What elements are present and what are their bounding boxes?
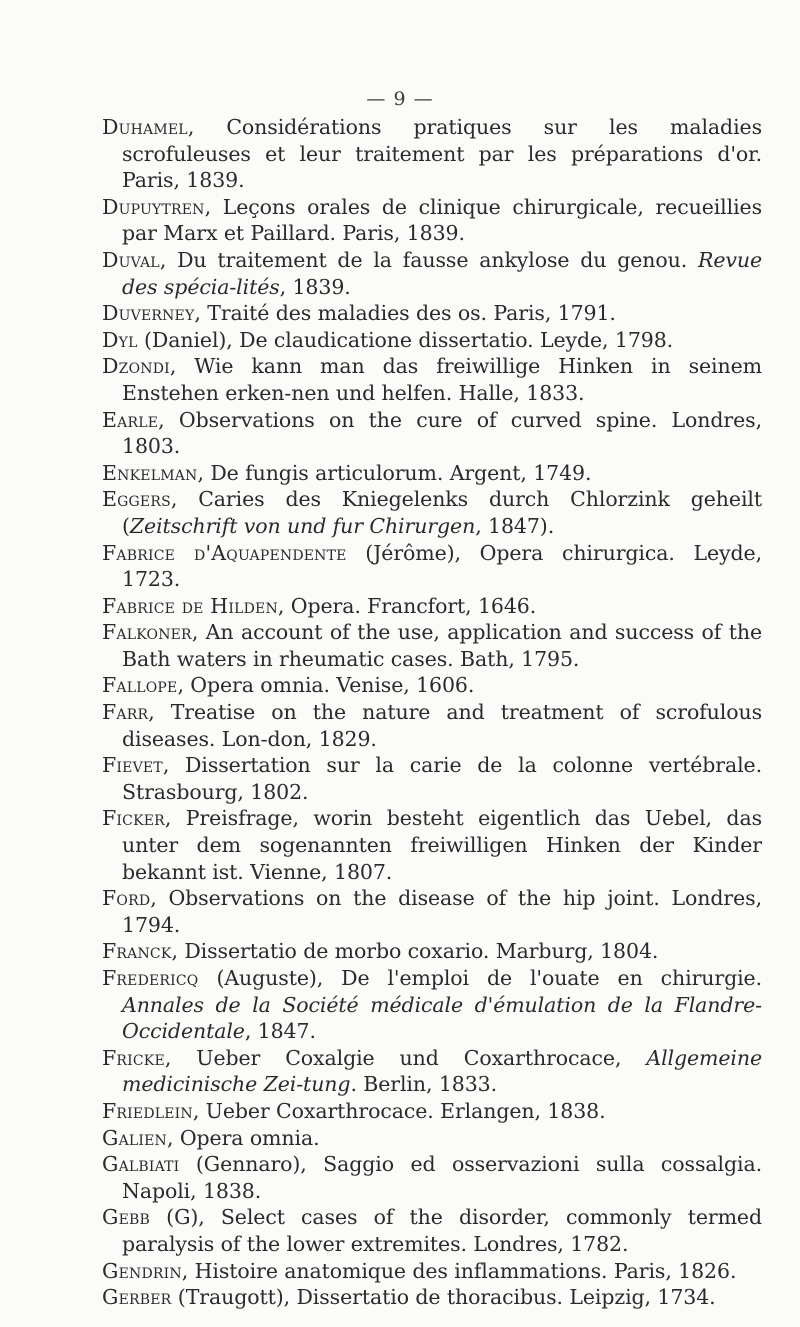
entry-text: (G), Select cases of the disorder, commonly termed paralysis of the lower extremites. Londres, 1782. xyxy=(122,1205,762,1256)
entry-text: , Wie kann man das freiwillige Hinken in seinem Enstehen erken-nen und helfen. Halle, 1833. xyxy=(122,354,762,405)
entry-text: , Leçons orales de clinique chirurgicale, recueillies par Marx et Paillard. Paris, 1839. xyxy=(122,194,762,246)
entry-author: Earle xyxy=(102,407,159,432)
entry-text: , Opera omnia. Venise, 1606. xyxy=(177,673,475,698)
entry-suffix: , 1839. xyxy=(279,274,351,299)
entry-text: , Caries des Kniegelenks durch Chlorzink geheilt ( xyxy=(122,487,762,538)
entry-text: , Ueber Coxarthrocace. Erlangen, 1838. xyxy=(192,1098,606,1123)
entry-author: Duhamel xyxy=(102,115,188,139)
bibliography-entry xyxy=(102,885,762,938)
entry-author: Duval xyxy=(102,247,160,272)
bibliography-entry xyxy=(102,486,762,539)
bibliography-entry xyxy=(102,300,762,327)
entry-suffix: . Berlin, 1833. xyxy=(350,1072,498,1097)
entry-author: Fabrice de Hilden xyxy=(102,593,278,618)
bibliography-entry xyxy=(102,699,762,752)
entry-author: Gerber xyxy=(102,1285,172,1310)
entry-text: (Daniel), De claudicatione dissertatio. Leyde, 1798. xyxy=(137,327,674,352)
entry-author: Dupuytren xyxy=(102,194,205,219)
bibliography-entry xyxy=(102,1045,762,1098)
bibliography-entry xyxy=(102,752,762,805)
entry-author: Fallope xyxy=(102,673,178,698)
entry-author: Dzondi xyxy=(102,354,170,379)
entry-suffix: , 1847). xyxy=(475,513,555,538)
bibliography-entry xyxy=(102,619,762,672)
bibliography-entry xyxy=(102,593,762,620)
bibliography-entry xyxy=(102,1258,762,1285)
entry-text: , Du traitement de la fausse ankylose du genou. xyxy=(159,247,699,272)
entry-text: (Gennaro), Saggio ed osservazioni sulla cossalgia. Napoli, 1838. xyxy=(122,1152,762,1203)
bibliography-entry xyxy=(102,1125,762,1152)
bibliography-entry xyxy=(102,327,762,354)
bibliography-entry xyxy=(102,805,762,885)
bibliography-entry xyxy=(102,460,762,487)
entry-text: , Traité des maladies des os. Paris, 1791. xyxy=(194,301,616,326)
entry-journal: Annales de la Société médicale d'émulation de la Flandre-Occidentale xyxy=(122,992,762,1044)
entry-text: , Considérations pratiques sur les maladies scrofuleuses et leur traitement par les préparations d'or. Paris, 1839. xyxy=(122,115,762,193)
entry-text: , Opera omnia. xyxy=(166,1125,320,1150)
entry-author: Fabrice d'Aquapendente xyxy=(102,540,347,565)
bibliography-entry xyxy=(102,1098,762,1125)
entry-text: , De fungis articulorum. Argent, 1749. xyxy=(197,460,592,485)
bibliography-entry xyxy=(102,672,762,699)
bibliography-entry xyxy=(102,407,762,460)
bibliography-entry xyxy=(102,965,762,1045)
bibliography-entry xyxy=(102,540,762,593)
entry-author: Fredericq xyxy=(102,966,199,990)
bibliography-entry xyxy=(102,247,762,300)
entry-author: Franck xyxy=(102,939,172,964)
bibliography-entry xyxy=(102,1151,762,1204)
page-number: — 9 — xyxy=(366,88,434,110)
entry-text: , Opera. Francfort, 1646. xyxy=(277,593,537,618)
entry-text: , Dissertatio de morbo coxario. Marburg, 1804. xyxy=(171,939,659,964)
entry-author: Ficker xyxy=(102,806,165,831)
bibliography-list xyxy=(102,114,762,1311)
entry-text: , Treatise on the nature and treatment of scrofulous diseases. Lon-don, 1829. xyxy=(122,700,762,751)
entry-journal: Allgemeine medicinische Zei-tung xyxy=(122,1045,762,1097)
entry-author: Fricke xyxy=(102,1045,165,1070)
entry-suffix: , 1847. xyxy=(244,1019,316,1044)
entry-author: Dyl xyxy=(102,327,138,352)
entry-text: (Traugott), Dissertatio de thoracibus. Leipzig, 1734. xyxy=(171,1285,716,1310)
entry-text: (Jérôme), Opera chirurgica. Leyde, 1723. xyxy=(122,540,762,592)
entry-author: Fievet xyxy=(102,753,163,778)
entry-author: Galien xyxy=(102,1125,167,1150)
entry-text: , Preisfrage, worin besteht eigentlich das Uebel, das unter dem sogenannten freiwilligen Hinken der Kinder bekannt ist. Vienne, 1807. xyxy=(122,806,762,884)
entry-text: , Observations on the disease of the hip joint. Londres, 1794. xyxy=(122,886,762,937)
entry-author: Gebb xyxy=(102,1205,150,1230)
bibliography-entry xyxy=(102,114,762,194)
bibliography-entry xyxy=(102,353,762,406)
entry-text: , Dissertation sur la carie de la colonne vertébrale. Strasbourg, 1802. xyxy=(122,753,762,804)
bibliography-entry xyxy=(102,938,762,965)
entry-journal: Zeitschrift von und fur Chirurgen xyxy=(129,513,476,538)
entry-text: , An account of the use, application and success of the Bath waters in rheumatic cases. Bath, 1795. xyxy=(122,620,762,671)
entry-journal: Revue des spécia-lités xyxy=(122,247,762,299)
bibliography-entry xyxy=(102,1204,762,1257)
entry-author: Gendrin xyxy=(102,1258,182,1283)
entry-author: Galbiati xyxy=(102,1152,180,1177)
entry-text: , Observations on the cure of curved spine. Londres, 1803. xyxy=(122,407,762,459)
entry-author: Enkelman xyxy=(102,460,198,485)
bibliography-entry xyxy=(102,1284,762,1311)
entry-author: Farr xyxy=(102,700,149,725)
entry-text: (Auguste), De l'emploi de l'ouate en chirurgie. xyxy=(198,966,762,990)
entry-author: Eggers xyxy=(102,487,171,512)
entry-author: Duverney xyxy=(102,301,195,326)
bibliography-entry xyxy=(102,194,762,247)
entry-author: Falkoner xyxy=(102,620,192,645)
entry-author: Ford xyxy=(102,886,151,911)
entry-text: , Ueber Coxalgie und Coxarthrocace, xyxy=(164,1045,647,1070)
entry-text: , Histoire anatomique des inflammations. Paris, 1826. xyxy=(181,1258,737,1283)
entry-author: Friedlein xyxy=(102,1098,193,1123)
